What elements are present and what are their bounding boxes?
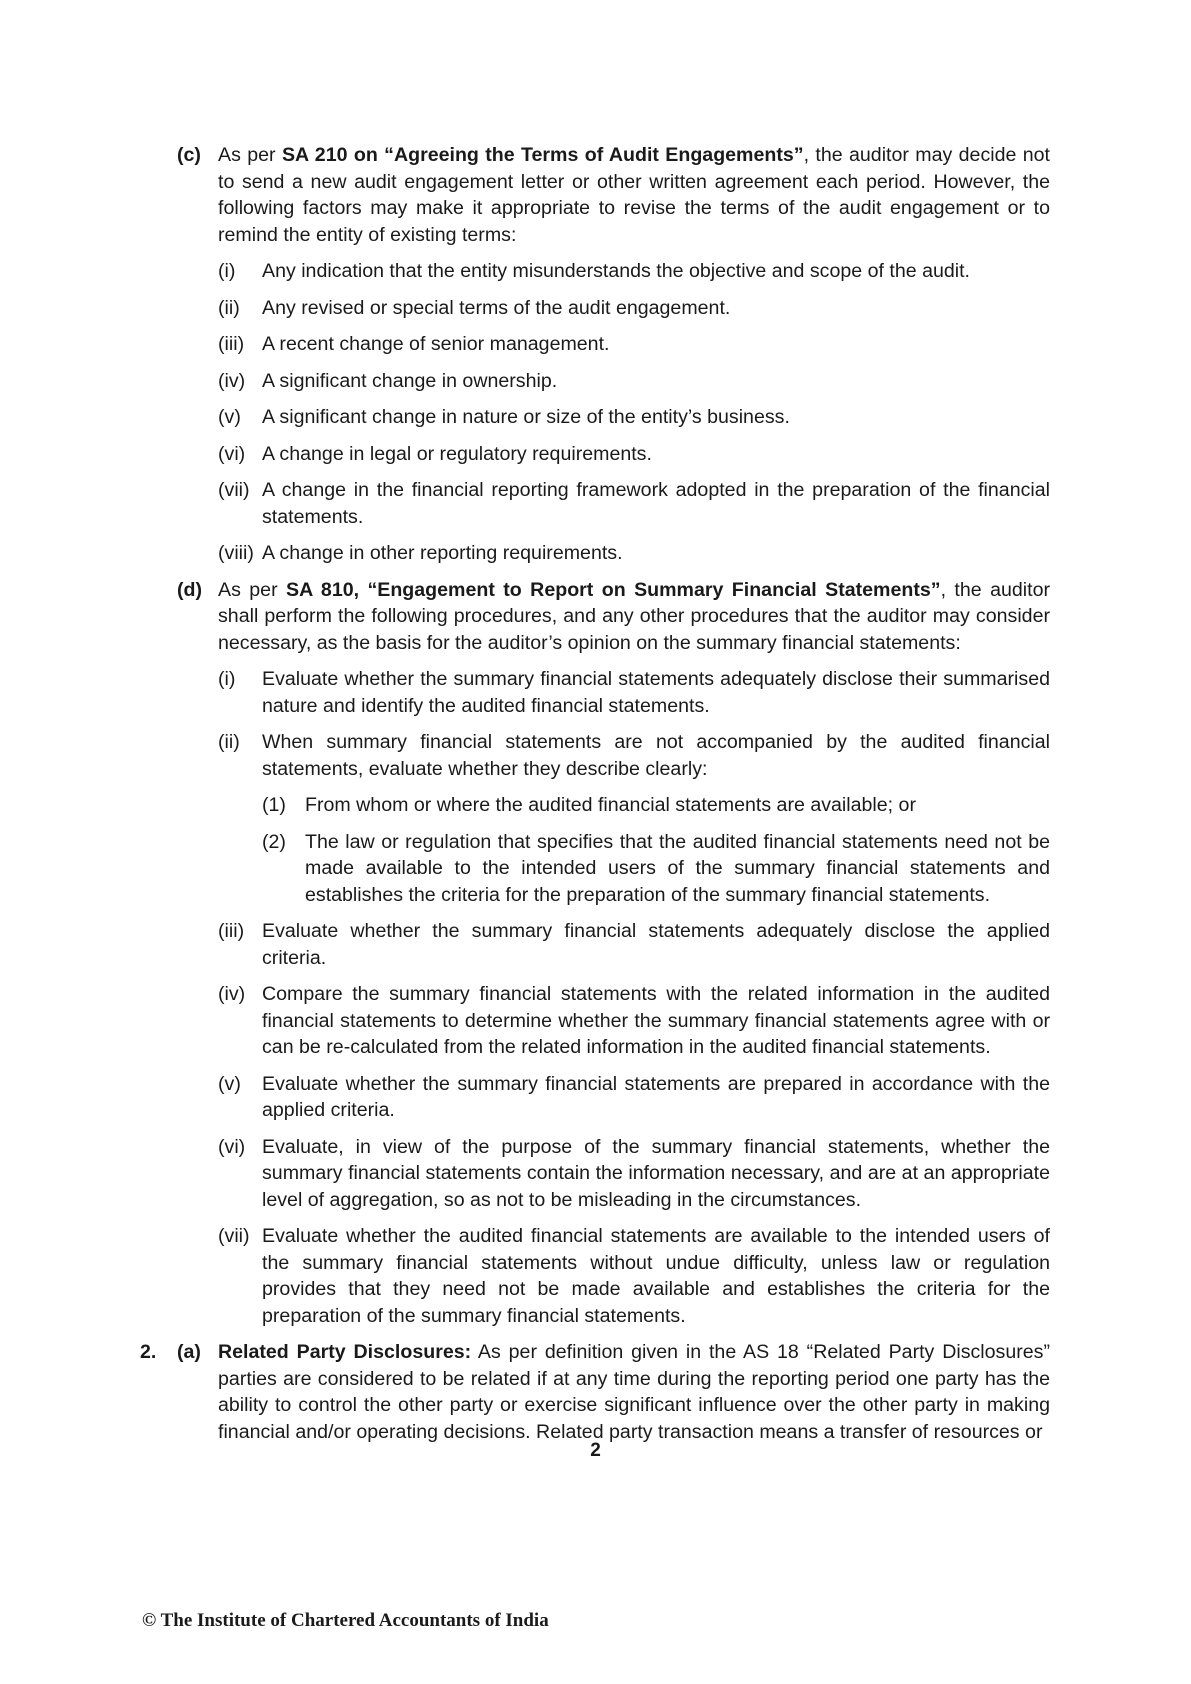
list-item: (vii) A change in the financial reporting framework adopted in the preparation of the financial statements. [218, 479, 1050, 528]
list-item: (iv) A significant change in ownership. [218, 369, 558, 392]
question-2a-label: (a) [177, 1341, 201, 1363]
section-d-intro-post: , the auditor shall perform the following procedures, and any other procedures that the auditor may consider necessary, as the basis for the auditor’s opinion on the summary financial statements: [218, 578, 1050, 654]
section-d-intro-pre: As per [218, 578, 287, 601]
question-2a-text: As per definition given in the AS 18 “Related Party Disclosures” parties are considered to be related if at any time during the reporting period one party has the ability to control the other party or exercise significant influence over the other party in making financial and/or operating decisions. Related party transaction means a transfer of resources or [218, 1341, 1050, 1443]
section-c-intro-post: , the auditor may decide not to send a new audit engagement letter or other written agreement each period. However, the following factors may make it appropriate to revise the terms of the audit engagement or to remind the entity of existing terms: [218, 144, 1051, 246]
sub-list-item: (2) The law or regulation that specifies that the audited financial statements need not be made available to the intended users of the summary financial statements and establishes the criteria for the preparation of the summary financial statements. [262, 830, 1050, 906]
list-item: (vi) Evaluate, in view of the purpose of the summary financial statements, whether the summary financial statements contain the information necessary, and are at an appropriate level of aggregation, so as not to be misleading in the circumstances. [218, 1135, 1050, 1211]
list-item: (vi) A change in legal or regulatory requirements. [218, 442, 652, 465]
list-item: (v) Evaluate whether the summary financial statements are prepared in accordance with the applied criteria. [218, 1072, 1050, 1121]
list-item: (ii) Any revised or special terms of the audit engagement. [218, 296, 731, 319]
section-c [177, 142, 1050, 567]
document-body [140, 142, 1050, 1445]
sub-list-item: (1) From whom or where the audited financial statements are available; or [262, 794, 916, 816]
list-item: (ii) When summary financial statements are not accompanied by the audited financial statements, evaluate whether they describe clearly: (1) From whom or where the audited financial statements are available; or (2) The law or regulation that specifies that the audited financial statements need not be made available to the intended users of the summary financial statements and establishes the criteria for the preparation of the summary financial statements. [218, 729, 1050, 908]
list-item: (v) A significant change in nature or size of the entity’s business. [218, 406, 790, 428]
section-c-label: (c) [177, 144, 201, 166]
list-item: (iii) Evaluate whether the summary financial statements adequately disclose the applied criteria. [218, 920, 1050, 969]
section-c-intro-bold: SA 210 on “Agreeing the Terms of Audit Engagements” [281, 144, 804, 166]
section-d-label: (d) [177, 578, 203, 601]
section-d [177, 577, 1050, 1330]
list-item: (iii) A recent change of senior management. [218, 333, 610, 355]
list-item: (vii) Evaluate whether the audited financial statements are available to the intended users of the summary financial statements without undue difficulty, unless law or regulation provides that they need not be made available and establishes the criteria for the preparation of the summary financial statements. [218, 1225, 1050, 1327]
page-number: 2 [590, 1440, 601, 1461]
section-d-intro-bold: SA 810, “Engagement to Report on Summary Financial Statements” [286, 578, 941, 601]
question-number: 2. [140, 1341, 157, 1363]
question-2a-heading: Related Party Disclosures: [218, 1341, 472, 1363]
section-c-intro-pre: As per [218, 144, 282, 166]
list-item: (iv) Compare the summary financial statements with the related information in the audited financial statements to determine whether the summary financial statements agree with or can be re-calculated from the related information in the audited financial statements. [218, 983, 1050, 1058]
list-item: (i) Any indication that the entity misunderstands the objective and scope of the audit. [218, 260, 970, 282]
footer-copyright: © The Institute of Chartered Accountants of India [142, 1610, 549, 1631]
question-2 [140, 1339, 1050, 1445]
list-item: (i) Evaluate whether the summary financial statements adequately disclose their summarised nature and identify the audited financial statements. [218, 668, 1050, 717]
list-item: (viii) A change in other reporting requirements. [218, 542, 623, 564]
